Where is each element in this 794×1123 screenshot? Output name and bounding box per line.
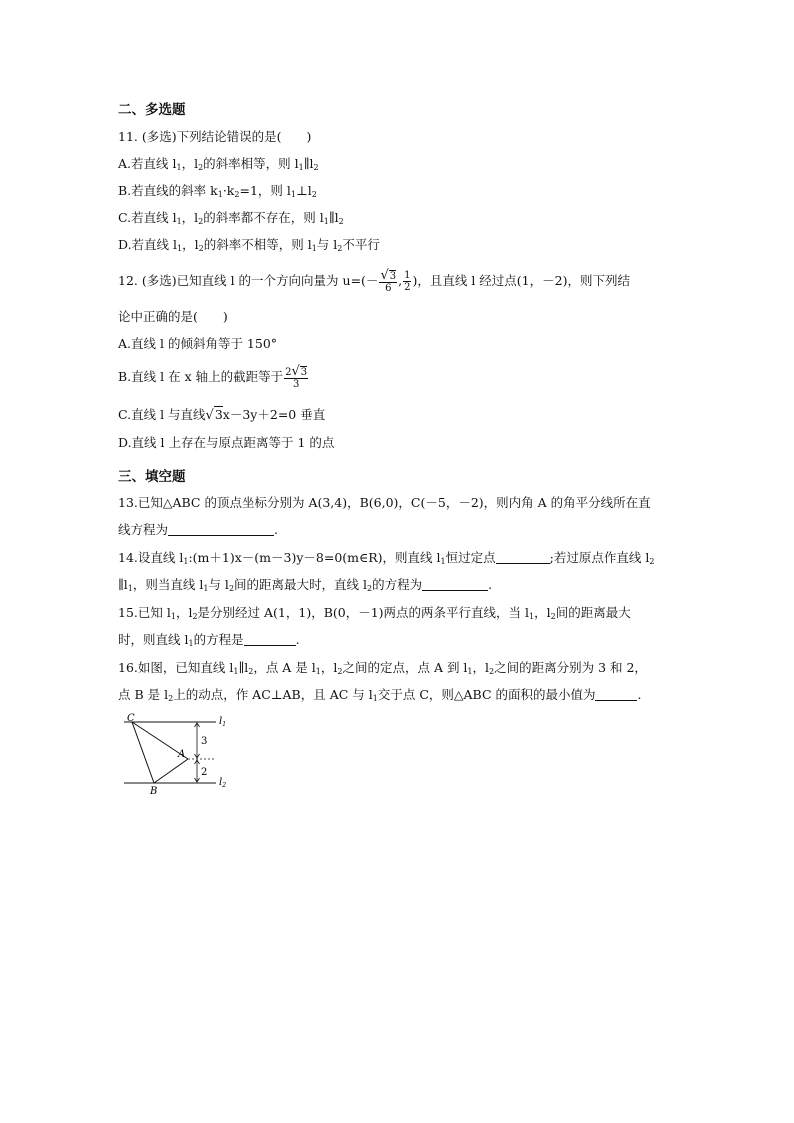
label-l2: $l_2$ <box>219 777 227 789</box>
q16-line1: 16.如图，已知直线 $l_1\parallel l_2$，点 A 是 $l_1$，$l_2$之间的定点，点 A 到 $l_1$，$l_2$之间的距离分别为 3 和 2， <box>118 660 647 676</box>
q16-figure <box>118 712 238 797</box>
fraction-2sqrt3-over-3: $\frac{2√3}{3}$ <box>285 363 308 390</box>
q12-option-b: B.直线 l 在 x 轴上的截距等于 $\frac{2√3}{3}$ <box>118 363 308 390</box>
answer-blank[interactable] <box>595 688 637 701</box>
section-multi-choice-title: 二、多选题 <box>118 102 186 118</box>
answer-blank[interactable] <box>244 633 296 646</box>
q11-option-c: C.若直线 $l_1$，$l_2$的斜率都不存在，则 $l_1\parallel l_2$ <box>118 210 344 226</box>
answer-blank[interactable] <box>496 551 550 564</box>
q13-line1: 13.已知△ABC 的顶点坐标分别为 A(3,4)，B(6,0)，C(－5，－2)，则内角 A 的角平分线所在直 <box>118 495 651 510</box>
fraction-sqrt3-over-6: $\frac{√3}{6}$ <box>380 267 397 294</box>
label-distance-3: 3 <box>201 736 208 747</box>
segment-ab <box>154 759 188 783</box>
answer-blank[interactable] <box>422 578 488 591</box>
q12-option-d: D.直线 l 上存在与原点距离等于 1 的点 <box>118 435 335 450</box>
q11-stem: 11. (多选)下列结论错误的是( ) <box>118 129 312 144</box>
q11-option-b: B.若直线的斜率 $k_1\cdot k_2=1$，则 $l_1\perp l_2$ <box>118 183 317 199</box>
q14-line2: $\parallel l_1$，则当直线 $l_1$与 $l_2$间的距离最大时，直线 $l_2$的方程为 . <box>118 577 493 593</box>
q15-line2: 时，则直线 $l_1$的方程是 . <box>118 632 300 648</box>
q14-line1: 14.设直线 $l_1:(m+1)x-(m-3)y-8=0(m\in R)$，则直线 $l_1$恒过定点 ;若过原点作直线 $l_2$ <box>118 550 655 566</box>
q12-option-a: A.直线 l 的倾斜角等于 150° <box>118 336 278 351</box>
segment-cb <box>132 722 154 783</box>
q12-stem-line2: 论中正确的是( ) <box>118 309 228 324</box>
q12-stem: 12. (多选)已知直线 l 的一个方向向量为 u=(－ $\frac{√3}{6}$ , $\frac{1}{2}$ )，且直线 l 经过点(1，－2)，则下列结 <box>118 267 630 294</box>
label-b: B <box>150 786 158 797</box>
fraction-1-over-2: $\frac{1}{2}$ <box>404 270 411 293</box>
sqrt-3: √3 <box>205 407 223 423</box>
label-distance-2: 2 <box>201 767 208 778</box>
section-fill-blank-title: 三、填空题 <box>118 469 186 485</box>
label-c: C <box>127 713 135 724</box>
q16-line2: 点 B 是 $l_2$上的动点，作 AC⊥AB，且 AC 与 $l_1$交于点 C，则△ABC 的面积的最小值为 . <box>118 687 642 703</box>
q11-option-a: A.若直线 $l_1$，$l_2$的斜率相等，则 $l_1\parallel l_2$ <box>118 156 319 172</box>
q12-option-c: C.直线 l 与直线√3x－3y＋2=0 垂直 <box>118 407 326 423</box>
label-l1: $l_1$ <box>219 716 227 728</box>
q13-line2: 线方程为 . <box>118 522 278 537</box>
label-a: A <box>178 749 186 760</box>
q11-option-d: D.若直线 $l_1$，$l_2$的斜率不相等，则 $l_1$与 $l_2$不平行 <box>118 237 380 253</box>
answer-blank[interactable] <box>168 523 274 536</box>
q15-line1: 15.已知 $l_1$，$l_2$是分别经过 A(1，1)，B(0，－1)两点的两条平行直线，当 $l_1$，$l_2$间的距离最大 <box>118 605 631 621</box>
